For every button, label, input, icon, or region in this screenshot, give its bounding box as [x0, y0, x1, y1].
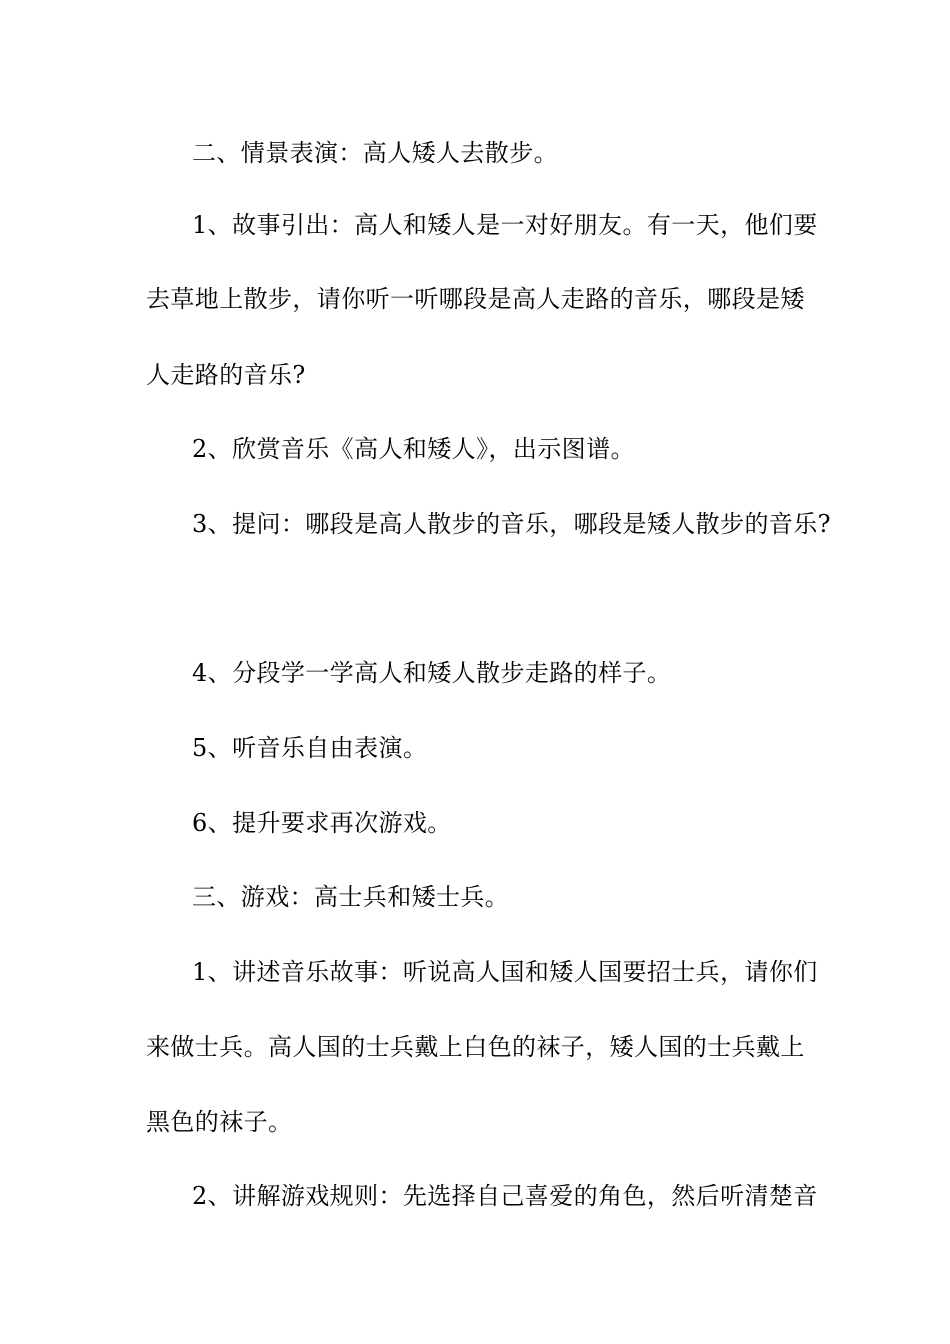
paragraph-line: 6、提升要求再次游戏。	[192, 809, 452, 837]
section-heading-2: 二、情景表演：高人矮人去散步。	[192, 139, 558, 167]
paragraph-line: 4、分段学一学高人和矮人散步走路的样子。	[192, 659, 672, 687]
paragraph-line: 去草地上散步，请你听一听哪段是高人走路的音乐，哪段是矮	[146, 285, 805, 313]
paragraph-line: 3、提问：哪段是高人散步的音乐，哪段是矮人散步的音乐?	[192, 510, 831, 538]
paragraph-line: 2、讲解游戏规则：先选择自己喜爱的角色，然后听清楚音	[192, 1182, 818, 1210]
paragraph-line: 黑色的袜子。	[146, 1108, 293, 1136]
paragraph-line: 2、欣赏音乐《高人和矮人》，出示图谱。	[192, 435, 635, 463]
paragraph-line: 1、故事引出：高人和矮人是一对好朋友。有一天，他们要	[192, 211, 818, 239]
paragraph-line: 5、听音乐自由表演。	[192, 734, 428, 762]
section-heading-3: 三、游戏：高士兵和矮士兵。	[192, 883, 510, 911]
paragraph-line: 人走路的音乐?	[146, 361, 306, 389]
paragraph-line: 1、讲述音乐故事：听说高人国和矮人国要招士兵，请你们	[192, 958, 818, 986]
paragraph-line: 来做士兵。高人国的士兵戴上白色的袜子，矮人国的士兵戴上	[146, 1033, 805, 1061]
